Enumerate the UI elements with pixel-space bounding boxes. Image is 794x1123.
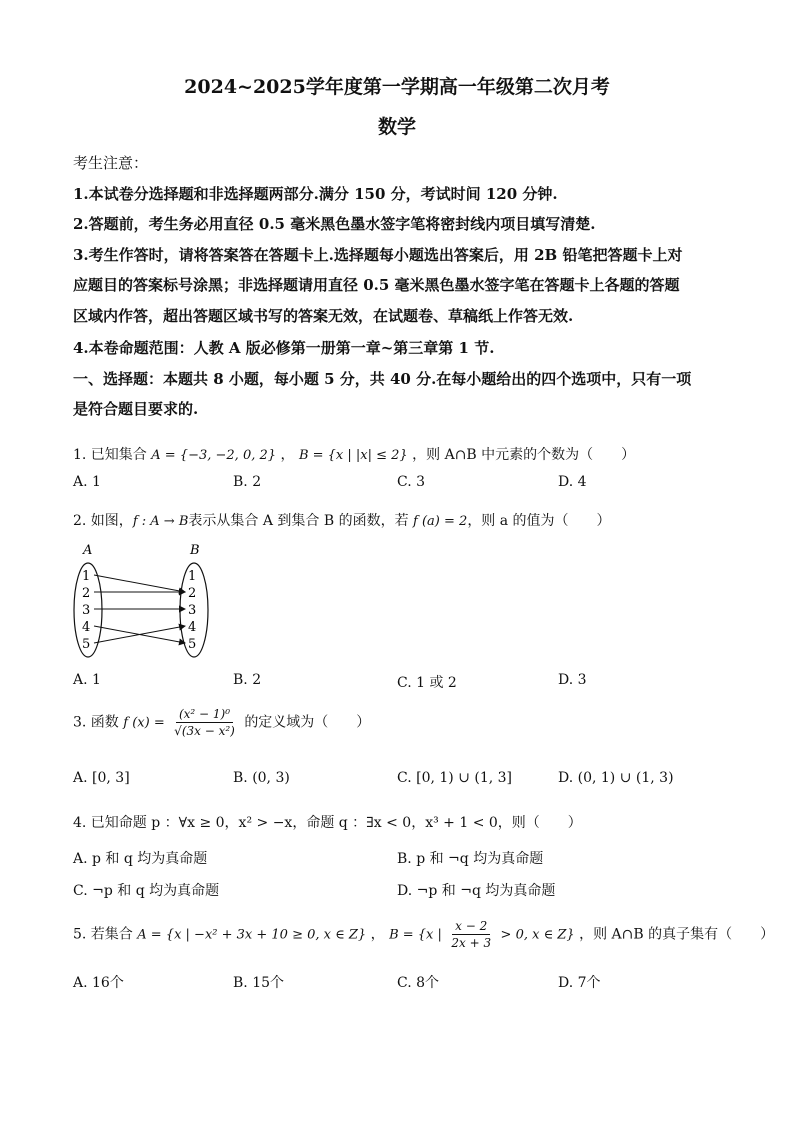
q2-text-b: 表示从集合 A 到集合 B 的函数，若 [188,513,409,529]
diagram-left-item: 5 [82,637,91,652]
q1-option-a[interactable]: A. 1 [73,474,101,490]
q1-prefix: 1. 已知集合 [73,447,147,463]
q5-numerator: x − 2 [452,918,490,935]
q3-numerator: (x² − 1)⁰ [176,706,233,723]
q5-set-b-pre: B = {x | [389,927,442,943]
q3-prefix: 3. 函数 [73,714,119,731]
q5-prefix: 5. 若集合 [73,926,133,943]
q1-option-c[interactable]: C. 3 [397,474,426,490]
diagram-right-item: 4 [188,620,197,635]
q5-sep: ， [370,926,385,943]
q3-option-c[interactable]: C. [0, 1) ∪ (1, 3] [397,770,513,786]
q2-map: f : A → B [132,514,189,529]
diagram-left-item: 4 [82,620,91,635]
q4-option-b[interactable]: B. p 和 ¬q 均为真命题 [397,851,544,867]
q5-set-a: A = {x | −x² + 3x + 10 ≥ 0, x ∈ Z} [137,927,367,943]
q3-suffix: 的定义域为（ ） [244,714,371,731]
notice-item-3-cont2: 区域内作答，超出答题区域书写的答案无效，在试题卷、草稿纸上作答无效. [73,307,574,325]
question-1 [73,444,635,464]
notice-item-1: 1.本试卷分选择题和非选择题两部分.满分 150 分，考试时间 120 分钟. [73,185,558,203]
q5-option-b[interactable]: B. 15个 [233,975,285,991]
q4-option-c[interactable]: C. ¬p 和 q 均为真命题 [73,883,220,899]
q5-option-d[interactable]: D. 7个 [558,975,601,991]
q5-option-a[interactable]: A. 16个 [73,975,124,991]
question-3 [73,706,370,739]
q3-denominator: √(3x − x²) [174,724,235,738]
notice-item-2: 2.答题前，考生务必用直径 0.5 毫米黑色墨水签字笔将密封线内项目填写清楚. [73,215,596,233]
q5-option-c[interactable]: C. 8个 [397,975,440,991]
notice-heading: 考生注意： [73,154,149,172]
section-heading-cont: 是符合题目要求的. [73,400,199,418]
exam-subject: 数学 [377,116,416,138]
notice-item-4: 4.本卷命题范围：人教 A 版必修第一册第一章~第三章第 1 节. [73,339,495,357]
q4-option-a[interactable]: A. p 和 q 均为真命题 [73,851,208,867]
q5-denominator: 2x + 3 [451,936,492,950]
q3-option-d[interactable]: D. (0, 1) ∪ (1, 3) [558,770,674,786]
q2-option-d[interactable]: D. 3 [558,672,587,688]
question-4: 4. 已知命题 p ：∀x ≥ 0，x² > −x，命题 q ：∃x < 0，x³ + 1 < 0，则（ ） [73,815,582,831]
q2-option-b[interactable]: B. 2 [233,672,262,688]
q2-condition: f (a) = 2 [413,514,468,529]
question-2 [73,510,611,530]
q2-text-c: ，则 a 的值为（ ） [467,513,611,529]
diagram-left-item: 1 [82,569,91,584]
mapping-diagram [66,540,226,662]
q5-set-b-post: > 0, x ∈ Z} [500,927,575,943]
diagram-left-item: 2 [82,586,91,601]
diagram-label-a: A [83,543,93,558]
q1-option-d[interactable]: D. 4 [558,474,587,490]
q5-fraction [448,918,494,951]
q2-option-a[interactable]: A. 1 [73,672,101,688]
diagram-right-item: 2 [188,586,197,601]
question-5 [73,918,774,951]
diagram-right-item: 3 [188,603,197,618]
q3-fx: f (x) = [123,715,165,731]
section-heading: 一、选择题：本题共 8 小题，每小题 5 分，共 40 分.在每小题给出的四个选项中，只有一项 [73,370,692,388]
q1-sep: ， [280,447,295,463]
diagram-right-item: 1 [188,569,197,584]
q1-set-b: B = {x | |x| ≤ 2} [298,448,408,463]
q1-set-a: A = {−3, −2, 0, 2} [151,448,277,463]
diagram-label-b: B [190,543,200,558]
q2-text-a: 2. 如图， [73,513,133,529]
diagram-right-item: 5 [188,637,197,652]
notice-item-3-cont: 应题目的答案标号涂黑；非选择题请用直径 0.5 毫米黑色墨水签字笔在答题卡上各题的答题 [73,276,680,294]
q4-option-d[interactable]: D. ¬p 和 ¬q 均为真命题 [397,883,556,899]
exam-title: 2024~2025学年度第一学期高一年级第二次月考 [184,76,610,98]
notice-item-3: 3.考生作答时，请将答案答在答题卡上.选择题每小题选出答案后，用 2B 铅笔把答题卡上对 [73,246,683,264]
q1-suffix: ，则 A∩B 中元素的个数为（ ） [412,447,636,463]
q3-fraction [171,706,238,739]
q3-option-b[interactable]: B. (0, 3) [233,770,290,786]
q5-suffix: ，则 A∩B 的真子集有（ ） [579,926,775,943]
q2-option-c[interactable]: C. 1 或 2 [397,675,457,691]
q3-option-a[interactable]: A. [0, 3] [73,770,130,786]
q1-option-b[interactable]: B. 2 [233,474,262,490]
diagram-left-item: 3 [82,603,91,618]
mapping-arrow [94,575,185,592]
